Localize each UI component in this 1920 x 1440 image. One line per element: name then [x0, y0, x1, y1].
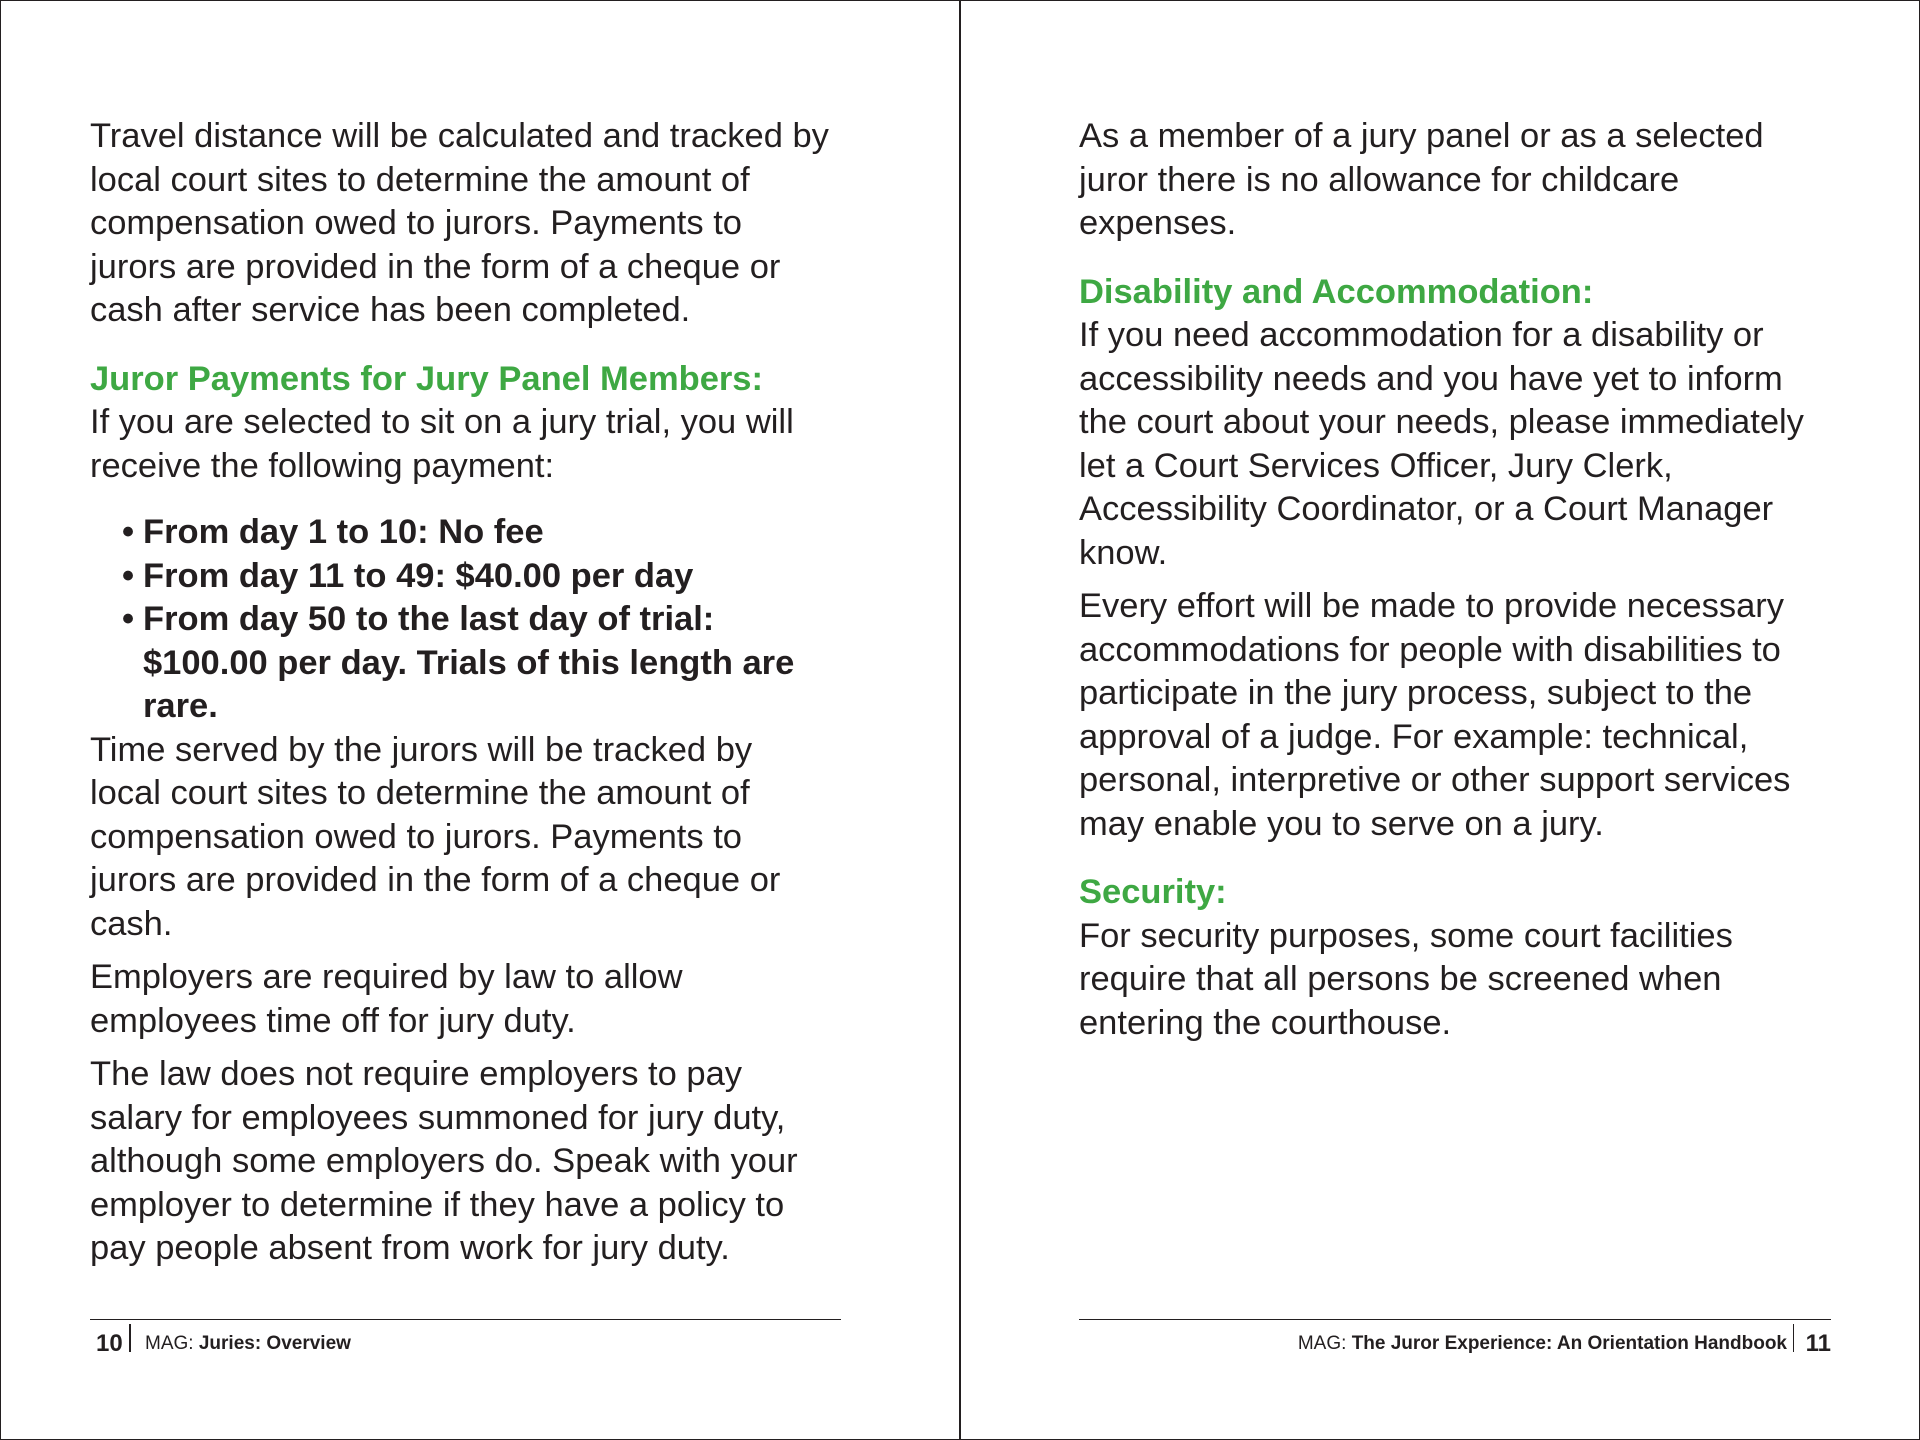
list-item: • From day 1 to 10: No fee: [122, 511, 830, 555]
childcare-paragraph: As a member of a jury panel or as a selected juror there is no allowance for childcare expenses.: [1079, 117, 1764, 242]
list-item: • From day 50 to the last day of trial: $100.00 per day. Trials of this length are rare.: [122, 598, 830, 729]
security-heading: Security:: [1079, 873, 1227, 911]
footer-divider: [129, 1324, 131, 1352]
left-page-body: [90, 115, 830, 1281]
footer-title: Juries: Overview: [198, 1333, 351, 1354]
left-page-footer: [90, 1319, 841, 1368]
right-page-body: [1079, 115, 1839, 1055]
footer-running-title: [1298, 1320, 1787, 1368]
payment-schedule-list: [90, 511, 830, 729]
security-paragraph: For security purposes, some court facilities require that all persons be screened when entering the courthouse.: [1079, 916, 1733, 1042]
disability-paragraph-2: Every effort will be made to provide necessary accommodations for people with disabilities to participate in the jury process, subject to the approval of a judge. For example: technical, personal, interpretive or other support services may enable you to serve on a jury.: [1079, 587, 1791, 843]
footer-running-title: [145, 1320, 351, 1368]
book-spine-divider: [959, 0, 961, 1440]
payment-lead-paragraph: If you are selected to sit on a jury trial, you will receive the following payment:: [90, 403, 794, 485]
list-item: • From day 11 to 49: $40.00 per day: [122, 555, 830, 599]
juror-payments-heading: Juror Payments for Jury Panel Members:: [90, 359, 763, 398]
disability-paragraph-1: If you need accommodation for a disability or accessibility needs and you have yet to inform the court about your needs, please immediately let a Court Services Officer, Jury Clerk, Accessibility Coordinator, or a Court Manager know.: [1079, 316, 1804, 572]
salary-law-paragraph: The law does not require employers to pay salary for employees summoned for jury duty, although some employers do. Speak with your employer to determine if they have a policy to pay people absent from work for jury duty.: [90, 1055, 798, 1267]
page-number: 10: [96, 1330, 123, 1357]
footer-prefix: MAG:: [145, 1333, 199, 1354]
footer-divider: [1793, 1324, 1795, 1352]
employers-paragraph: Employers are required by law to allow employees time off for jury duty.: [90, 958, 683, 1040]
right-page-footer: [1079, 1319, 1831, 1368]
page-number: 11: [1805, 1330, 1831, 1357]
time-served-paragraph: Time served by the jurors will be tracked by local court sites to determine the amount of compensation owed to jurors. Payments to jurors are provided in the form of a cheque or cash.: [90, 730, 781, 943]
footer-title: The Juror Experience: An Orientation Handbook: [1351, 1333, 1787, 1354]
intro-paragraph: Travel distance will be calculated and tracked by local court sites to determine the amount of compensation owed to jurors. Payments to jurors are provided in the form of a cheque or cash after service has been completed.: [90, 117, 829, 329]
disability-heading: Disability and Accommodation:: [1079, 272, 1594, 311]
footer-prefix: MAG:: [1297, 1333, 1352, 1354]
